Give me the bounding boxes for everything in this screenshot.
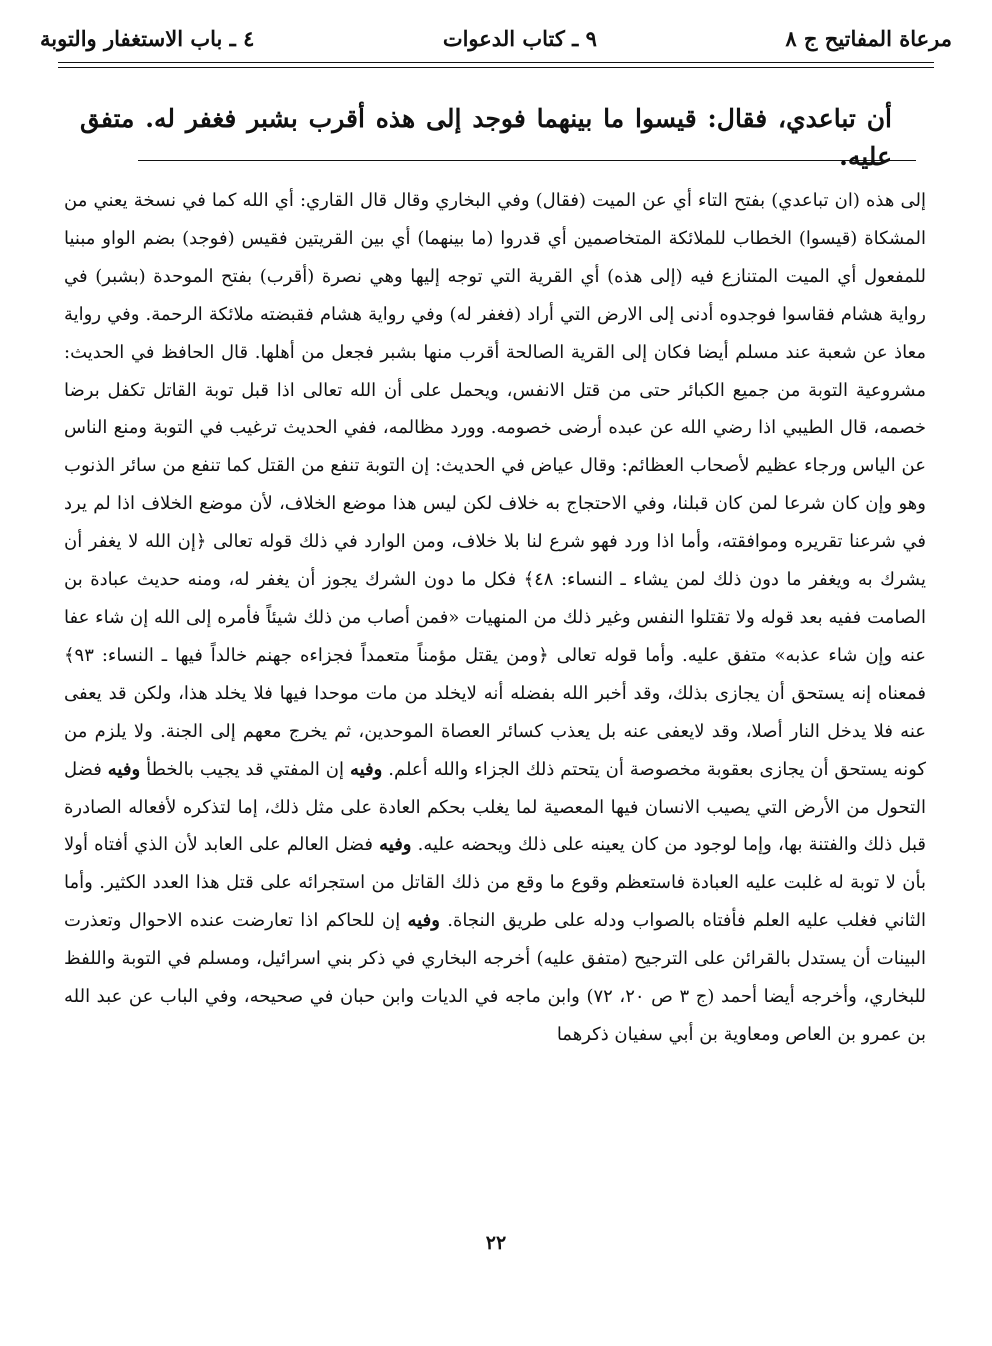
book-title: مرعاة المفاتيح ج ٨ [785, 25, 952, 51]
commentary-lead-word: وفيه [379, 834, 412, 856]
book-section: ٩ ـ كتاب الدعوات [442, 25, 597, 51]
commentary-text: إلى هذه (ان تباعدي) بفتح التاء أي عن الميت (فقال) وفي البخاري وقال قال القاري: أي الله كما في نسخة يعني من المشكاة (قيسوا) الخطاب للملائكة المتخاصمين أي قدروا (ما بينهما) أي بين القريتين فقيس (فوجد) بضم الواو مبنيا للمفعول أي الميت المتنازع فيه (إلى هذه) أي القرية التي توجه إليها وهي نصرة (أقرب) بفتح الموحدة (بشبر) في رواية هشام فقاسوا فوجدوه أدنى إلى الارض التي أراد (فغفر له) وفي رواية هشام فقبضته ملائكة الرحمة. وفي رواية معاذ عن شعبة عند مسلم أيضا فكان إلى القرية الصالحة أقرب منها بشبر فجعل من أهلها. قال الحافظ في الحديث: مشروعية التوبة من جميع الكبائر حتى من قتل الانفس، ويحمل على أن الله تعالى اذا قبل توبة القاتل تكفل برضا خصمه، قال الطيبي اذا رضي الله عن عبده أرضى خصومه. وورد مظالمه، ففي الحديث ترغيب في التوبة ومنع الناس عن الياس ورجاء عظيم لأصحاب العظائم: وقال عياض في الحديث: إن التوبة تنفع من القتل كما تنفع من سائر الذنوب وهو وإن كان شرعا لمن كان قبلنا، وفي الاحتجاج به خلاف لكن ليس هذا موضع الخلاف، لأن موضع الخلاف اذا لم يرد في شرعنا تقريره وموافقته، وأما اذا ورد فهو شرع لنا بلا خلاف، ومن الوارد في ذلك قوله تعالى ﴿إن الله لا يغفر أن يشرك به ويغفر ما دون ذلك لمن يشاء ـ النساء: ٤٨﴾ فكل ما دون الشرك يجوز أن يغفر له، ومنه حديث عبادة بن الصامت ففيه بعد قوله ولا تقتلوا النفس وغير ذلك من المنهيات «فمن أصاب من ذلك شيئاً فأمره إلى الله إن شاء عفا عنه وإن شاء عذبه» متفق عليه. وأما قوله تعالى ﴿ومن يقتل مؤمناً متعمداً فجزاءه جهنم خالداً فيها ـ النساء: ٩٣﴾ فمعناه إنه يستحق أن يجازى بذلك، وقد أخبر الله بفضله أنه لايخلد من مات موحدا فيها فلا يخلد هذا، ولكن قد يعفى عنه فلا يدخل النار أصلا، وقد لايعفى عنه بل يعذب كسائر العصاة الموحدين، ثم يخرج معهم إلى الجنة. ولا يلزم من كونه يستحق أن يجازى بعقوبة مخصوصة أن يتحتم ذلك الجزاء والله أعلم. [64, 190, 926, 780]
chapter-title: ٤ ـ باب الاستغفار والتوبة [40, 25, 255, 51]
header-rule-top [58, 62, 934, 63]
header-rule-bottom [58, 67, 934, 68]
commentary-text: فضل العالم على العابد لأن الذي أفتاه أولا بأن لا توبة له غلبت عليه العبادة فاستعظم وقوع ما وقع من ذلك القاتل من استجرائه على قتل هذا العدد الكثير. وأما الثاني فغلب عليه العلم فأفتاه بالصواب ودله على طريق النجاة. [64, 834, 926, 932]
commentary-lead-word: وفيه [349, 758, 383, 780]
commentary-text: فضل التحول من الأرض التي يصيب الانسان فيها المعصية لما يغلب بحكم العادة على مثل ذلك، إما لتذكره لأفعاله الصادرة قبل ذلك والفتنة بها، وإما لوجود من كان يعينه على ذلك ويحضه عليه. [64, 758, 926, 856]
commentary-paragraph [64, 182, 926, 1054]
page-number: ٢٢ [485, 1232, 507, 1254]
commentary-text: إن للحاكم اذا تعارضت عنده الاحوال وتعذرت البينات أن يستدل بالقرائن على الترجيح (متفق عليه) أخرجه البخاري في ذكر بني اسرائيل، ومسلم في التوبة واللفظ للبخاري، وأخرجه أيضا أحمد (ج ٣ ص ٢٠، ٧٢) وابن ماجه في الديات وابن حبان في صحيحه، وفي الباب عن عبد الله بن عمرو بن العاص ومعاوية بن أبي سفيان ذكرهما [64, 910, 926, 1045]
commentary-lead-word: وفيه [407, 910, 440, 932]
section-divider [138, 160, 916, 161]
commentary-text: إن المفتي قد يجيب بالخطأ [146, 758, 345, 780]
commentary-body [64, 182, 926, 1210]
commentary-lead-word: وفيه [107, 758, 141, 780]
running-header [40, 18, 952, 58]
hadith-text: أن تباعدي، فقال: قيسوا ما بينهما فوجد إلى هذه أقرب بشبر فغفر له. متفق عليه. [80, 104, 892, 171]
